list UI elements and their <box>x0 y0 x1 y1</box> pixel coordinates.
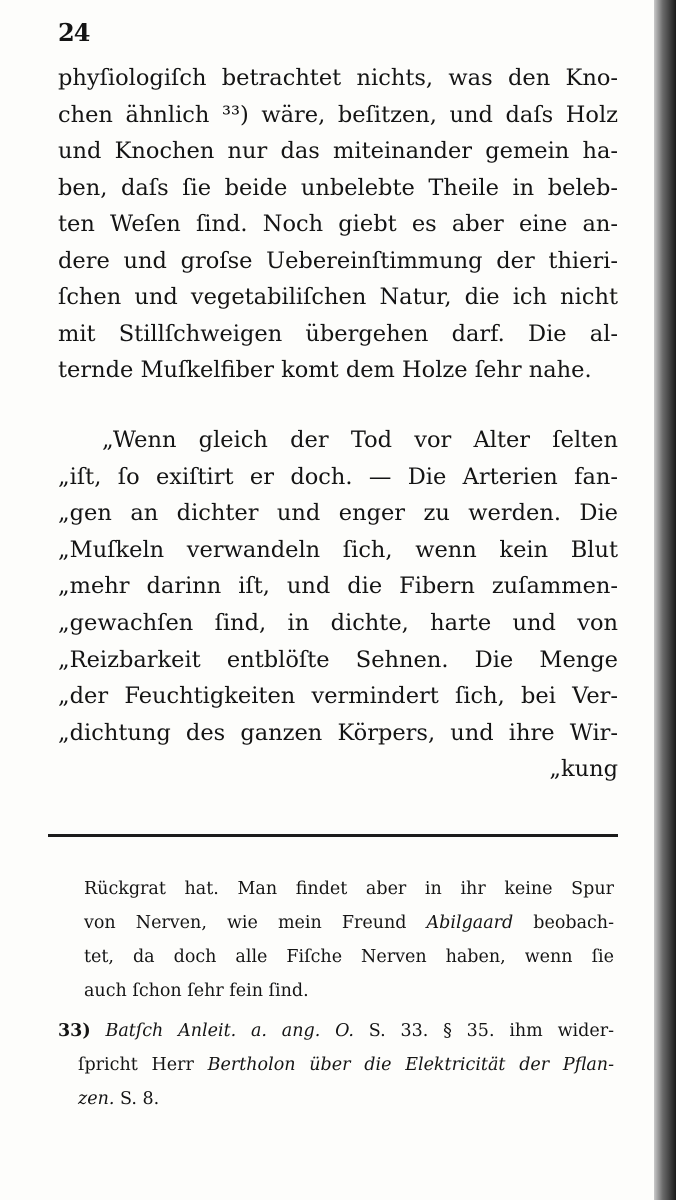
footnote-line: Rückgrat hat. Man findet aber in ihr keine Spur <box>84 879 614 899</box>
footnote-text: S. 8. <box>114 1089 160 1109</box>
quote-line: „dichtung des ganzen Körpers, und ihre Wir- <box>58 719 618 746</box>
footnote-continued <box>84 872 614 1008</box>
footnote-33 <box>58 1014 614 1116</box>
quote-line: „gen an dichter und enger zu werden. Die <box>58 500 618 527</box>
text-line: und Knochen nur das miteinander gemein ha- <box>58 138 618 164</box>
text-line: dere und groſse Uebereinſtimmung der thieri- <box>58 247 618 274</box>
footnote-rule <box>48 834 618 837</box>
text-line: chen ähnlich ³³) wäre, beſitzen, und daſs Holz <box>58 101 618 128</box>
quote-line: „der Feuchtigkeiten vermindert ſich, bei Ver- <box>58 683 618 710</box>
footnote-line <box>84 906 614 940</box>
footnote-text: beobach- <box>513 913 614 933</box>
page-edge-shadow <box>654 0 676 1200</box>
footnote-line: auch ſchon ſehr fein ſind. <box>84 981 309 1001</box>
quote-line: „gewachſen ſind, in dichte, harte und von <box>58 609 618 636</box>
text-line: phyſiologiſch betrachtet nichts, was den Kno- <box>58 65 618 91</box>
quote-line: „Reizbarkeit entblöſte Sehnen. Die Menge <box>58 646 618 673</box>
quote-line: „iſt, ſo exiſtirt er doch. — Die Arterien fan- <box>58 463 618 490</box>
quote-line: „Muſkeln verwandeln ſich, wenn kein Blut <box>58 536 618 563</box>
main-paragraph <box>58 60 618 389</box>
text-line: ben, daſs ſie beide unbelebte Theile in beleb- <box>58 174 618 201</box>
footnote-number: 33) <box>58 1021 91 1041</box>
quote-line: „Wenn gleich der Tod vor Alter ſelten <box>102 427 618 453</box>
footnote-name: Abilgaard <box>426 913 514 933</box>
footnote-line <box>58 1014 614 1048</box>
footnote-reference: zen. <box>78 1089 115 1109</box>
footnote-text: S. 33. § 35. ihm wider- <box>353 1021 614 1041</box>
footnote-reference: Bertholon über die Elektricität der Pflan- <box>207 1055 614 1075</box>
text-line: mit Stillſchweigen übergehen darf. Die al- <box>58 320 618 347</box>
footnote-line: tet, da doch alle Fiſche Nerven haben, wenn ſie <box>84 947 614 967</box>
text-line: ſchen und vegetabiliſchen Natur, die ich nicht <box>58 284 618 310</box>
text-line: ternde Muſkelfiber komt dem Holze ſehr nahe. <box>58 357 592 383</box>
quote-line: „mehr darinn iſt, und die Fibern zuſammen- <box>58 573 618 600</box>
page-number: 24 <box>58 18 90 47</box>
footnote-line <box>58 1048 614 1082</box>
footnote-text: von Nerven, wie mein Freund <box>84 913 427 933</box>
footnote-reference: Batſch Anleit. a. ang. O. <box>105 1021 354 1041</box>
catchword: „kung <box>549 756 618 783</box>
quoted-paragraph <box>58 422 618 788</box>
footnote-line <box>58 1082 614 1116</box>
footnote-text: ſpricht Herr <box>78 1055 208 1075</box>
text-line: ten Weſen ſind. Noch giebt es aber eine an- <box>58 211 618 237</box>
